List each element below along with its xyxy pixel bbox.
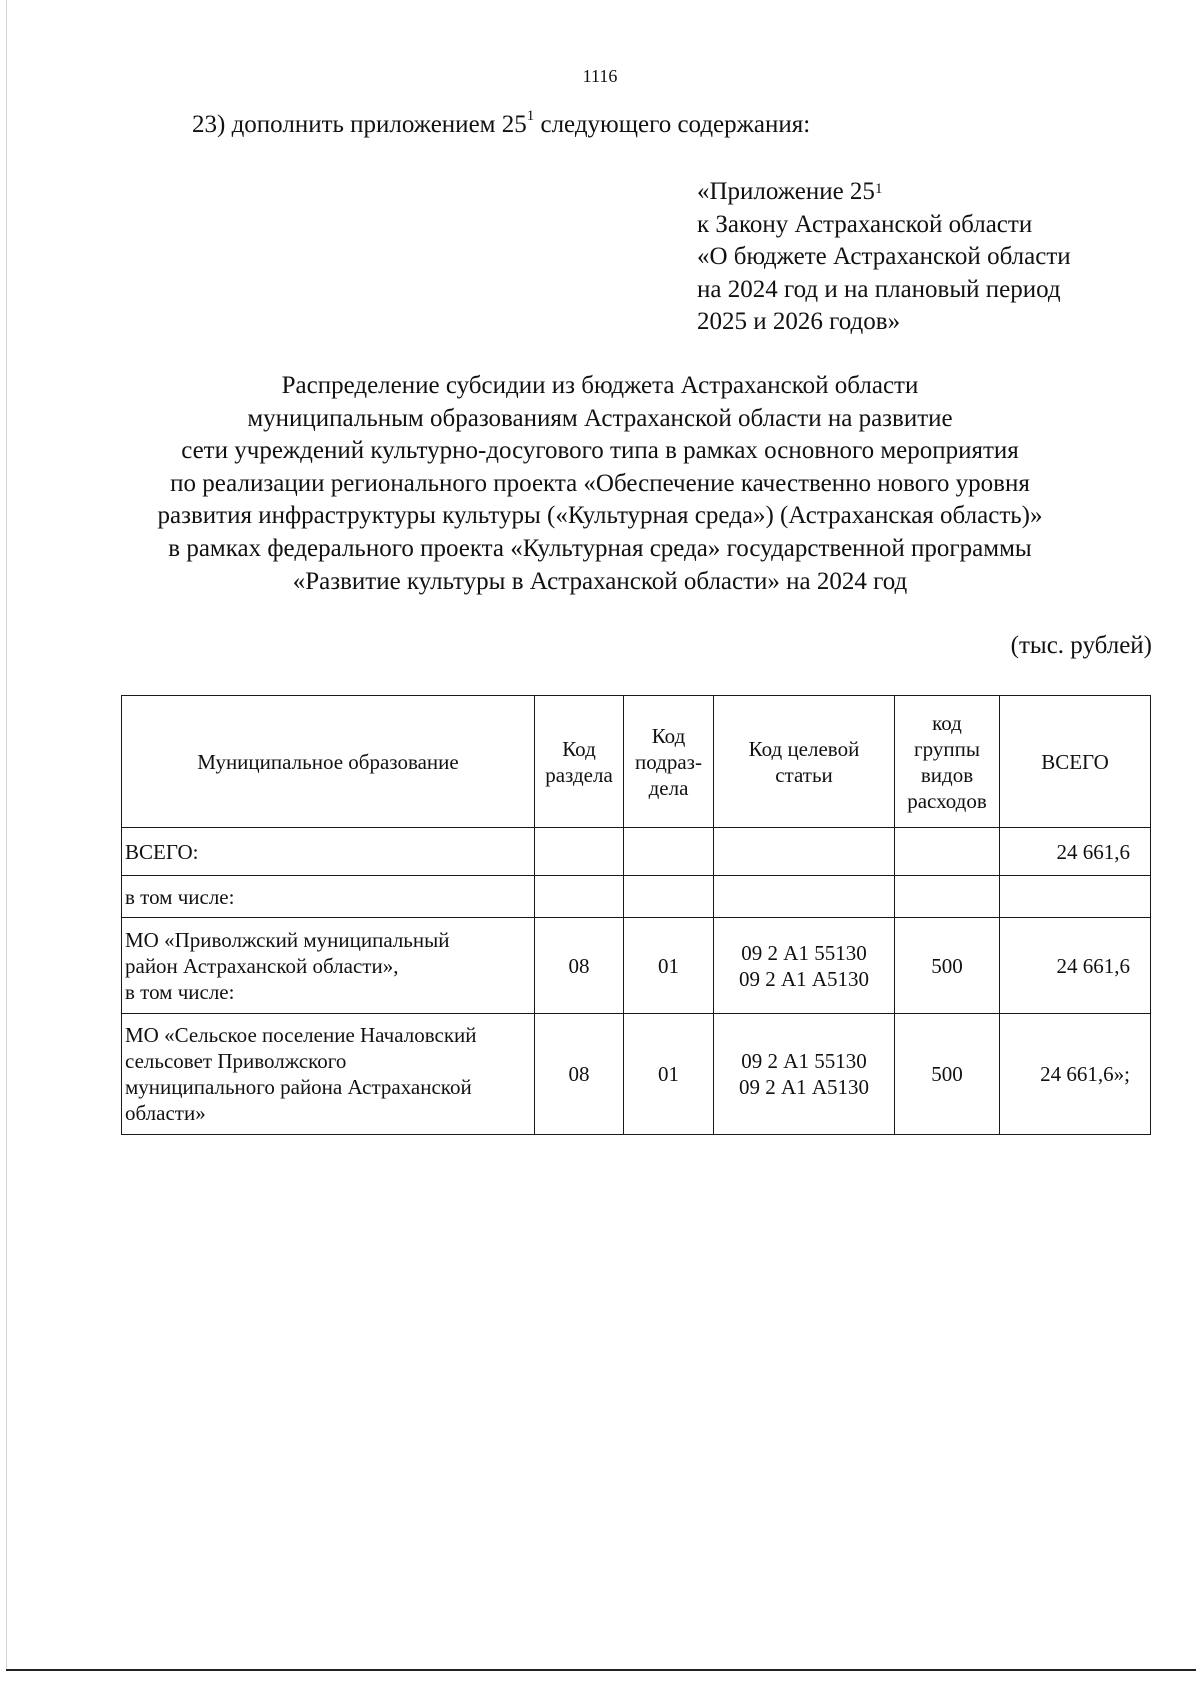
- intro-paragraph: [192, 108, 811, 139]
- appendix-line-4: на 2024 год и на плановый период: [697, 275, 1061, 303]
- cell-text: 09 2 А1 А5130: [738, 966, 870, 991]
- table-row: [122, 1014, 1151, 1135]
- intro-tail: следующего содержания:: [534, 111, 811, 138]
- header-text: Код: [651, 723, 686, 748]
- header-text: статьи: [775, 762, 833, 787]
- cell-section: [535, 876, 624, 918]
- appendix-header: [697, 176, 1071, 339]
- cell-total: 24 661,6»;: [1000, 1014, 1151, 1135]
- subsidy-table: [121, 695, 1151, 1135]
- cell-total: 24 661,6: [1000, 918, 1151, 1014]
- header-text: подраз-: [635, 749, 702, 774]
- cell-text: сельсовет Приволжского: [125, 1049, 347, 1073]
- cell-target: [714, 876, 895, 918]
- cell-text: 09 2 А1 55130: [741, 1049, 867, 1073]
- cell-text: 09 2 А1 55130: [741, 940, 867, 965]
- cell-total: [1000, 876, 1151, 918]
- header-text: код: [932, 710, 962, 735]
- title-line: сети учреждений культурно-досугового типа в рамках основного мероприятия: [181, 437, 1019, 465]
- cell-group: 500: [895, 918, 1000, 1014]
- header-text: раздела: [545, 762, 613, 787]
- cell-text: в том числе:: [125, 979, 235, 1004]
- title-line: Распределение субсидии из бюджета Астраханской области: [281, 372, 919, 399]
- cell-subsection: [624, 828, 714, 876]
- cell-subsection: 01: [624, 918, 714, 1014]
- header-text: Код целевой: [748, 736, 860, 761]
- title-line: развития инфраструктуры культуры («Культурная среда») (Астраханская область)»: [157, 502, 1043, 530]
- cell-section: 08: [535, 918, 624, 1014]
- cell-group: 500: [895, 1014, 1000, 1135]
- page-number: 1116: [582, 66, 618, 86]
- cell-text: в том числе:: [125, 884, 235, 909]
- header-text: расходов: [907, 788, 987, 813]
- header-text: дела: [648, 775, 689, 800]
- header-text: Код: [562, 736, 596, 761]
- cell-subsection: [624, 876, 714, 918]
- cell-section: 08: [535, 1014, 624, 1135]
- table-row: [122, 828, 1151, 876]
- cell-text: 09 2 А1 А5130: [738, 1075, 870, 1099]
- header-section-code: [535, 696, 624, 828]
- cell-target: [714, 1014, 895, 1135]
- title-line: по реализации регионального проекта «Обеспечение качественно нового уровня: [170, 469, 1030, 497]
- cell-total: 24 661,6: [1000, 828, 1151, 876]
- cell-group: [895, 876, 1000, 918]
- header-text: видов: [920, 762, 974, 787]
- intro-text: 23) дополнить приложением 25: [192, 111, 527, 138]
- header-text: группы: [914, 736, 980, 761]
- appendix-line-1: [697, 176, 1071, 209]
- appendix-title: «Приложение 25: [697, 178, 875, 205]
- cell-group: [895, 828, 1000, 876]
- cell-municipality: [122, 828, 535, 876]
- cell-text: МО «Сельское поселение Началовский: [125, 1023, 477, 1047]
- bottom-divider: [6, 1669, 1196, 1671]
- appendix-line-2: к Закону Астраханской области: [697, 210, 1033, 238]
- cell-text: МО «Приволжский муниципальный: [125, 927, 450, 952]
- table-header-row: [122, 696, 1151, 828]
- cell-municipality: [122, 918, 535, 1014]
- document-title: [0, 370, 1200, 598]
- table-row: [122, 876, 1151, 918]
- header-expense-group: [895, 696, 1000, 828]
- cell-text: ВСЕГО:: [125, 839, 199, 864]
- cell-target: [714, 828, 895, 876]
- cell-text: район Астраханской области»,: [125, 953, 399, 978]
- cell-subsection: 01: [624, 1014, 714, 1135]
- title-line: в рамках федерального проекта «Культурная среда» государственной программы: [168, 534, 1032, 562]
- title-line: муниципальным образованиям Астраханской области на развитие: [247, 404, 953, 432]
- header-subsection-code: [624, 696, 714, 828]
- header-target-code: [714, 696, 895, 828]
- cell-text: области»: [125, 1101, 206, 1125]
- header-municipality: Муниципальное образование: [122, 696, 535, 828]
- page-edge: [6, 0, 7, 1670]
- title-line: «Развитие культуры в Астраханской области» на 2024 год: [292, 567, 908, 595]
- table-row: [122, 918, 1151, 1014]
- appendix-superscript: 1: [874, 181, 883, 197]
- appendix-line-3: «О бюджете Астраханской области: [697, 243, 1071, 270]
- cell-municipality: [122, 1014, 535, 1135]
- units-label: (тыс. рублей): [1010, 632, 1152, 659]
- intro-superscript: 1: [526, 108, 535, 124]
- header-total: ВСЕГО: [1000, 696, 1151, 828]
- cell-municipality: [122, 876, 535, 918]
- appendix-line-5: 2025 и 2026 годов»: [697, 308, 901, 335]
- cell-target: [714, 918, 895, 1014]
- cell-text: муниципального района Астраханской: [125, 1075, 472, 1099]
- cell-section: [535, 828, 624, 876]
